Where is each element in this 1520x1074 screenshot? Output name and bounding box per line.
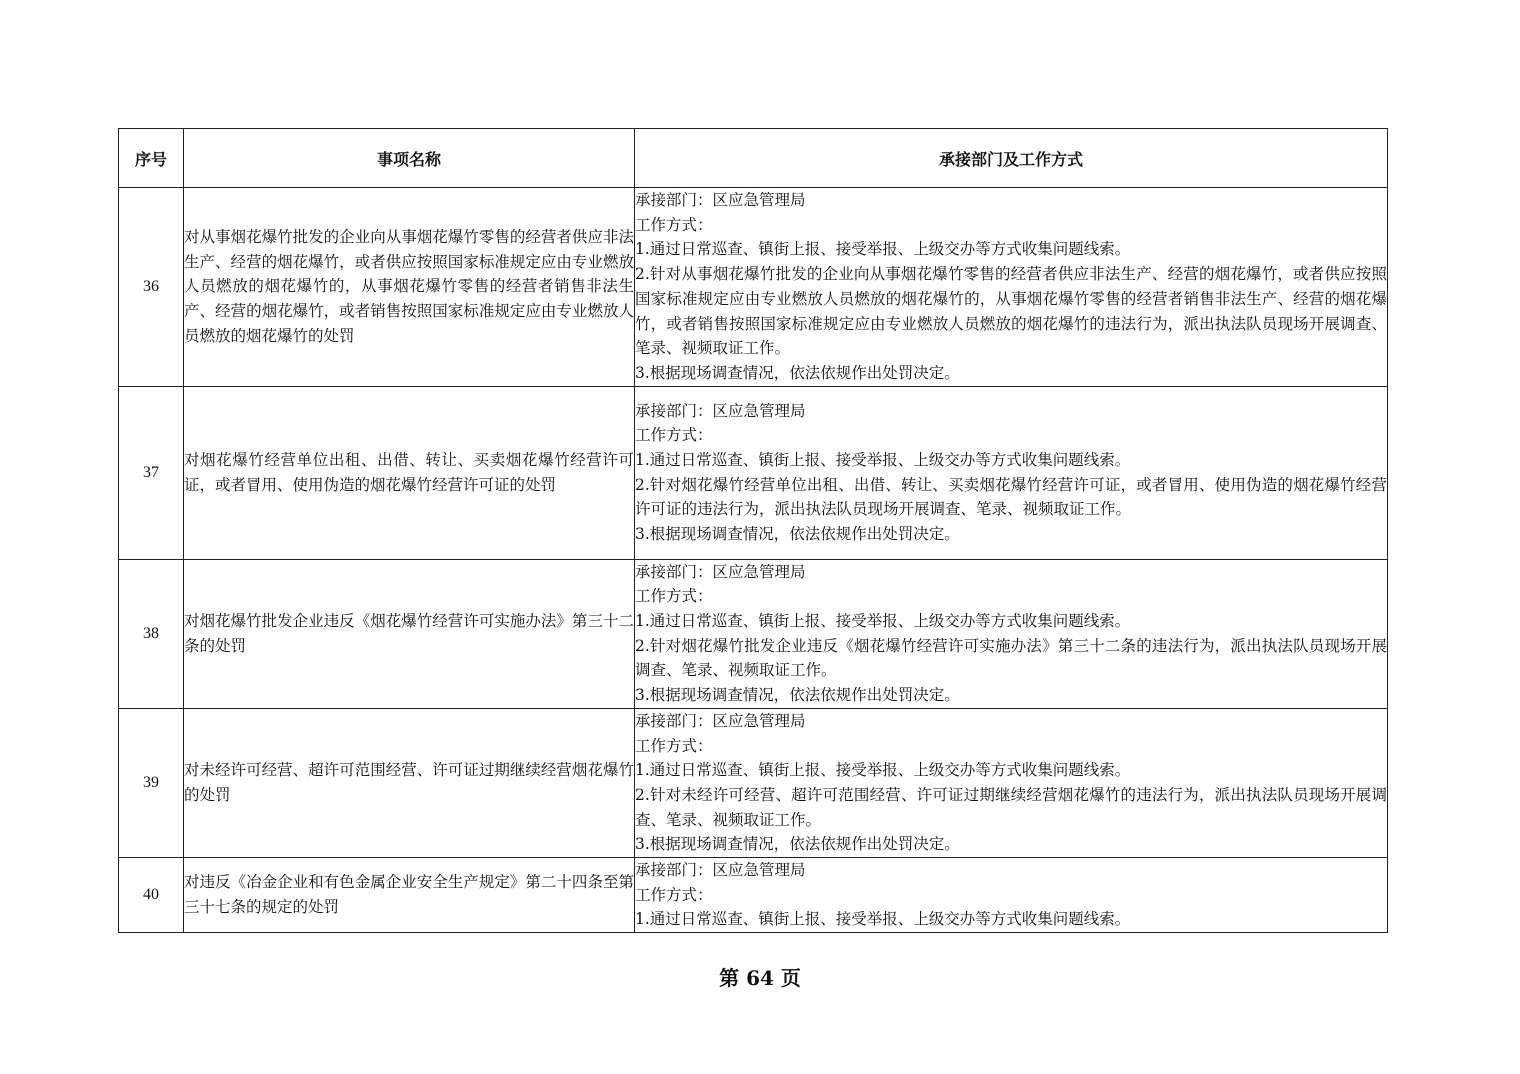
table-row (119, 559, 1388, 708)
row-method-cell (635, 188, 1388, 387)
row-step-1: 1.通过日常巡查、镇街上报、接受举报、上级交办等方式收集问题线索。 (635, 612, 1131, 631)
row-step-1: 1.通过日常巡查、镇街上报、接受举报、上级交办等方式收集问题线索。 (635, 450, 1131, 469)
items-table (118, 128, 1388, 933)
row-mode-label: 工作方式： (635, 215, 713, 234)
page-number: 第 64 页 (719, 966, 801, 990)
row-step-3: 3.根据现场调查情况，依法依规作出处罚决定。 (635, 363, 960, 382)
row-dept: 承接部门：区应急管理局 (635, 711, 806, 730)
row-mode-label: 工作方式： (635, 587, 713, 606)
row-mode-label: 工作方式： (635, 426, 713, 445)
row-item-name: 对烟花爆竹批发企业违反《烟花爆竹经营许可实施办法》第三十二条的处罚 (184, 559, 635, 708)
header-seq: 序号 (119, 129, 184, 188)
row-item-name: 对从事烟花爆竹批发的企业向从事烟花爆竹零售的经营者供应非法生产、经营的烟花爆竹，或者供应按照国家标准规定应由专业燃放人员燃放的烟花爆竹的，从事烟花爆竹零售的经营者销售非法生产、经营的烟花爆竹，或者销售按照国家标准规定应由专业燃放人员燃放的烟花爆竹的处罚 (184, 188, 635, 387)
row-item-name: 对违反《冶金企业和有色金属企业安全生产规定》第二十四条至第三十七条的规定的处罚 (184, 858, 635, 933)
row-seq: 40 (119, 858, 184, 933)
row-step-1: 1.通过日常巡查、镇街上报、接受举报、上级交办等方式收集问题线索。 (635, 910, 1131, 929)
row-method-cell (635, 386, 1388, 559)
table-header-row (119, 129, 1388, 188)
row-step-3: 3.根据现场调查情况，依法依规作出处罚决定。 (635, 686, 960, 705)
row-dept: 承接部门：区应急管理局 (635, 562, 806, 581)
row-step-1: 1.通过日常巡查、镇街上报、接受举报、上级交办等方式收集问题线索。 (635, 240, 1131, 259)
row-seq: 37 (119, 386, 184, 559)
row-step-2: 2.针对未经许可经营、超许可范围经营、许可证过期继续经营烟花爆竹的违法行为，派出执法队员现场开展调查、笔录、视频取证工作。 (635, 785, 1387, 829)
row-step-1: 1.通过日常巡查、镇街上报、接受举报、上级交办等方式收集问题线索。 (635, 761, 1131, 780)
row-item-name: 对未经许可经营、超许可范围经营、许可证过期继续经营烟花爆竹的处罚 (184, 708, 635, 857)
table-row (119, 708, 1388, 857)
row-step-2: 2.针对从事烟花爆竹批发的企业向从事烟花爆竹零售的经营者供应非法生产、经营的烟花爆竹，或者供应按照国家标准规定应由专业燃放人员燃放的烟花爆竹的，从事烟花爆竹零售的经营者销售非法生产、经营的烟花爆竹，或者销售按照国家标准规定应由专业燃放人员燃放的烟花爆竹的违法行为，派出执法队员现场开展调查、笔录、视频取证工作。 (635, 265, 1387, 358)
row-step-2: 2.针对烟花爆竹批发企业违反《烟花爆竹经营许可实施办法》第三十二条的违法行为，派出执法队员现场开展调查、笔录、视频取证工作。 (635, 636, 1387, 680)
row-dept: 承接部门：区应急管理局 (635, 861, 806, 880)
row-item-name: 对烟花爆竹经营单位出租、出借、转让、买卖烟花爆竹经营许可证，或者冒用、使用伪造的烟花爆竹经营许可证的处罚 (184, 386, 635, 559)
row-seq: 38 (119, 559, 184, 708)
header-dept-method: 承接部门及工作方式 (635, 129, 1388, 188)
row-dept: 承接部门：区应急管理局 (635, 401, 806, 420)
header-item-name: 事项名称 (184, 129, 635, 188)
row-step-3: 3.根据现场调查情况，依法依规作出处罚决定。 (635, 525, 960, 544)
table-row (119, 858, 1388, 933)
row-seq: 39 (119, 708, 184, 857)
row-method-cell (635, 708, 1388, 857)
row-dept: 承接部门：区应急管理局 (635, 191, 806, 209)
table-row (119, 386, 1388, 559)
row-seq: 36 (119, 188, 184, 387)
row-method-cell (635, 858, 1388, 933)
row-method-cell (635, 559, 1388, 708)
table-row (119, 188, 1388, 387)
row-step-3: 3.根据现场调查情况，依法依规作出处罚决定。 (635, 835, 960, 854)
row-mode-label: 工作方式： (635, 736, 713, 755)
row-mode-label: 工作方式： (635, 885, 713, 904)
row-step-2: 2.针对烟花爆竹经营单位出租、出借、转让、买卖烟花爆竹经营许可证，或者冒用、使用伪造的烟花爆竹经营许可证的违法行为，派出执法队员现场开展调查、笔录、视频取证工作。 (635, 475, 1387, 519)
